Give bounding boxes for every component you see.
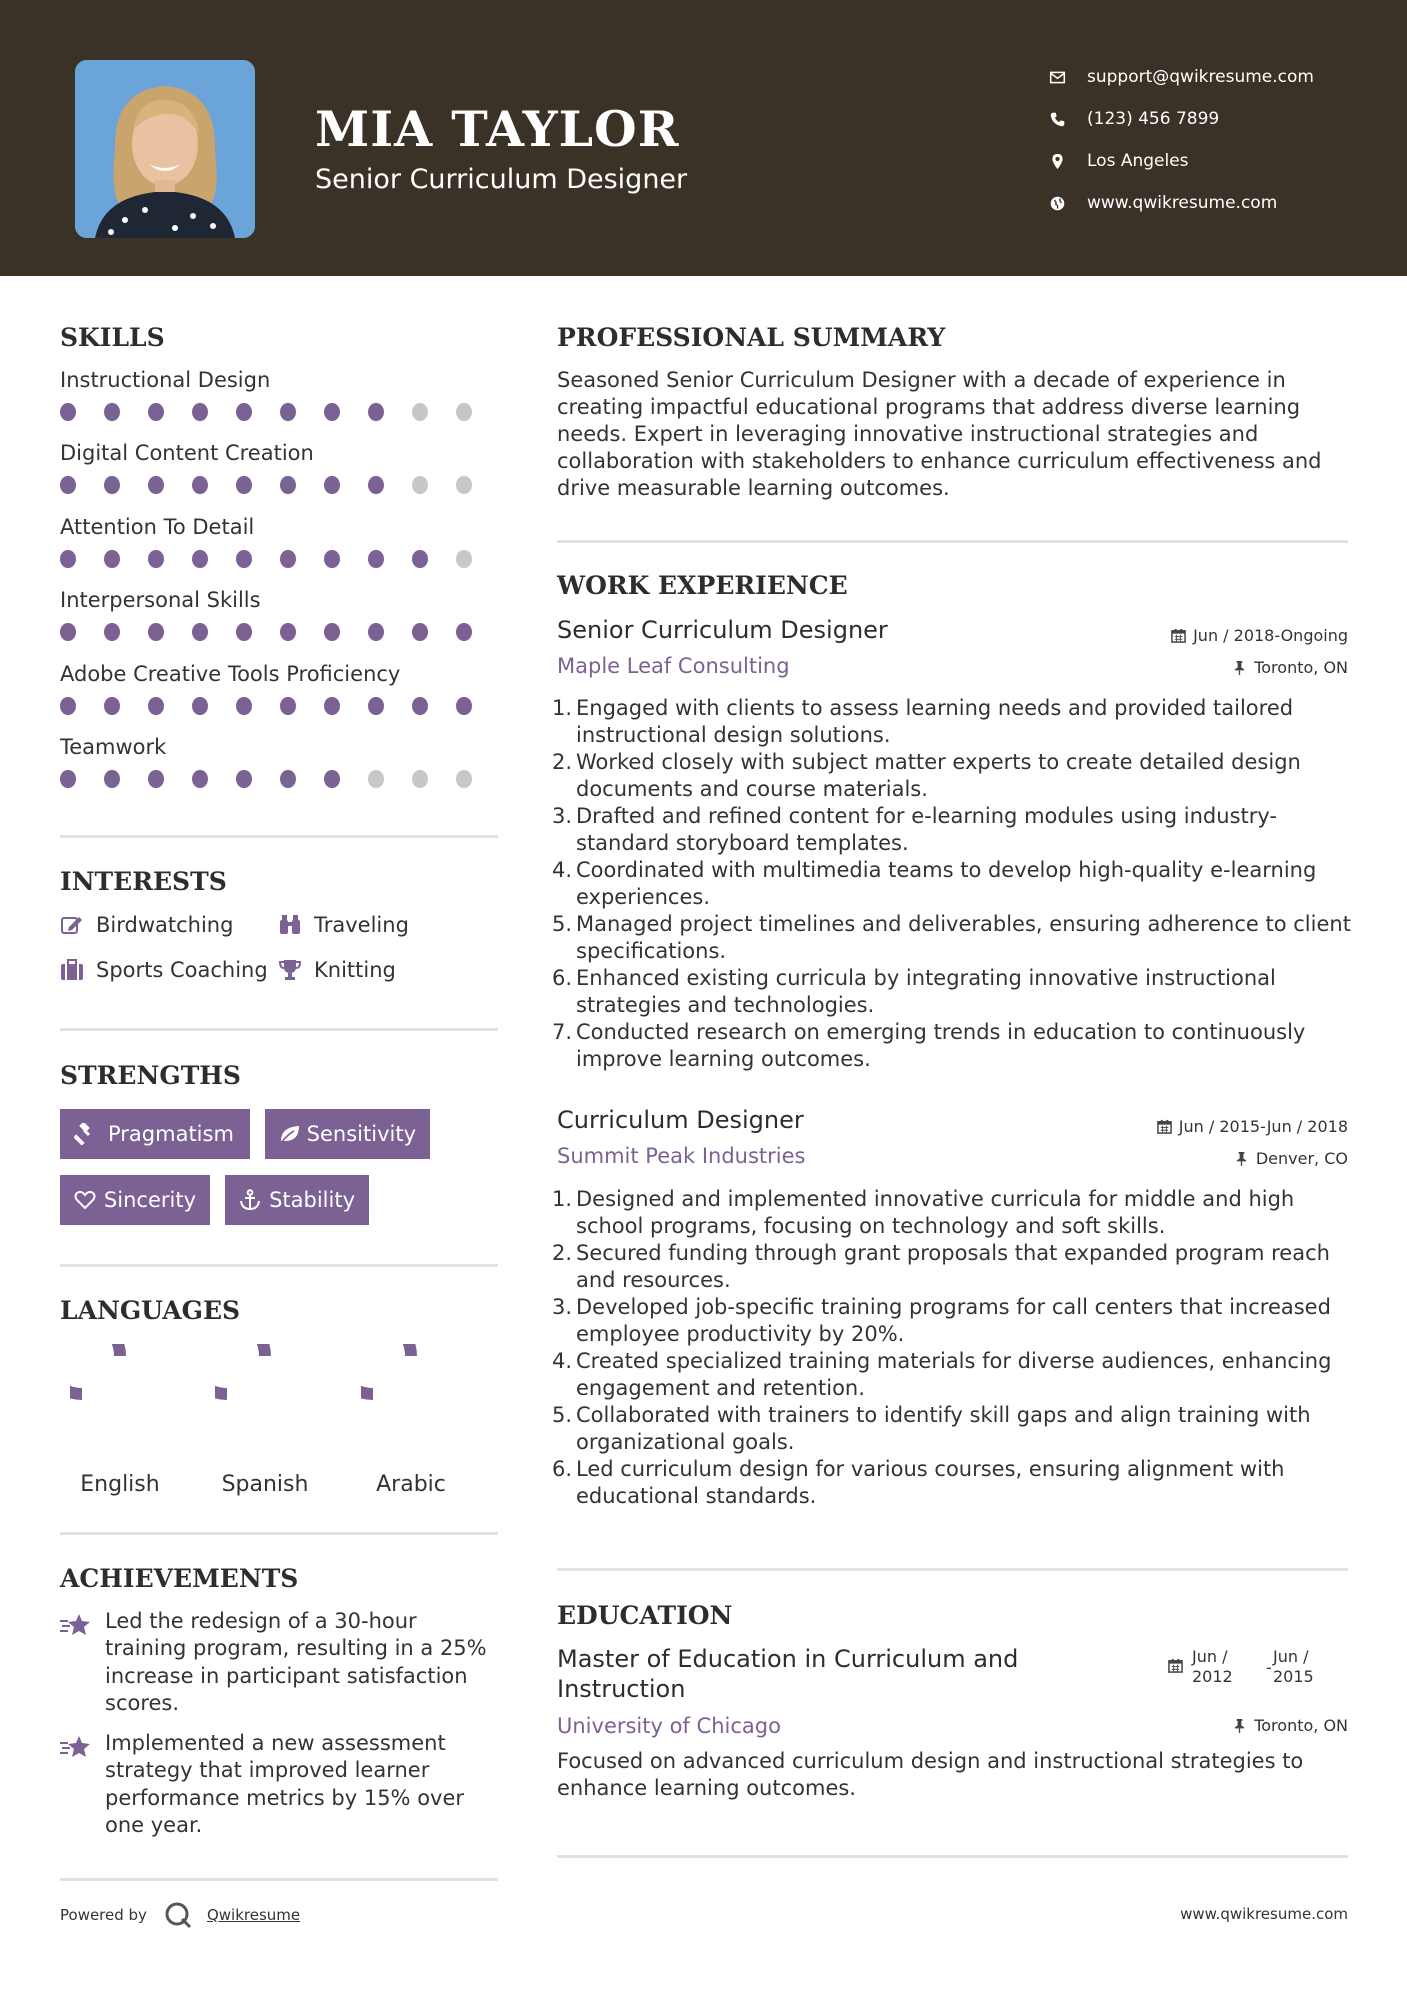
strength-chip [60,1109,250,1159]
section-divider [557,540,1348,543]
rating-dot-filled [60,623,76,641]
star-badge-icon [60,1730,105,1839]
interest-label: Sports Coaching [96,958,268,982]
school-name: University of Chicago [557,1714,781,1738]
job-location-text: Toronto, ON [1254,658,1348,677]
rating-dot-filled [104,770,120,788]
achievement-item [60,1730,500,1839]
language-item [195,1344,335,1497]
summary-title: PROFESSIONAL SUMMARY [557,323,946,352]
rating-dot-filled [324,697,340,715]
skill-rating [60,694,500,718]
job-bullet: Enhanced existing curricula by integrating innovative instructional strategies and technologies. [576,966,1276,1017]
interest-label: Traveling [314,913,409,937]
job-location [1234,1149,1348,1168]
edu-start-year: 2012 [1192,1667,1233,1686]
skill-item [60,586,500,644]
qwikresume-logo-icon [163,1900,193,1930]
rating-dot-filled [368,697,384,715]
envelope-icon [1049,67,1087,87]
strength-label: Sincerity [103,1188,196,1212]
rating-dot-filled [104,550,120,568]
rating-dot-filled [324,403,340,421]
footer-url[interactable]: www.qwikresume.com [1180,1905,1348,1923]
strength-label: Stability [269,1188,355,1212]
rating-dot-filled [192,697,208,715]
candidate-role: Senior Curriculum Designer [315,164,688,195]
job-bullet: Drafted and refined content for e-learning modules using industry-standard storyboard templates. [576,804,1278,855]
rating-dot-filled [368,476,384,494]
skill-name: Digital Content Creation [60,441,314,465]
skill-item [60,733,500,791]
section-divider [60,1532,498,1535]
job-dates-text: Jun / 2015-Jun / 2018 [1178,1117,1348,1136]
rating-dot-filled [456,623,472,641]
strength-chip [60,1175,210,1225]
rating-dot-filled [60,550,76,568]
qwikresume-link[interactable]: Qwikresume [206,1906,301,1924]
job-bullet: Conducted research on emerging trends in education to continuously improve learning outcomes. [576,1020,1306,1071]
location-pin-icon [1049,151,1087,171]
rating-dot-filled [148,550,164,568]
rating-dot-filled [236,623,252,641]
contact-list [1049,56,1389,224]
rating-dot-filled [324,550,340,568]
edu-end-month: Jun / [1273,1647,1309,1666]
skill-rating [60,400,500,424]
rating-dot-filled [148,770,164,788]
powered-by [60,1900,300,1930]
job-title: Senior Curriculum Designer [557,616,888,644]
skill-rating [60,767,500,791]
language-label: English [80,1472,160,1497]
section-divider [557,1568,1348,1571]
languages-title: LANGUAGES [60,1296,241,1325]
rating-dot-filled [60,770,76,788]
binoculars-icon [278,914,314,936]
section-divider [60,1264,498,1267]
pushpin-icon [1232,1718,1247,1733]
trophy-icon [278,959,314,981]
language-level-ring [361,1344,461,1444]
skill-name: Instructional Design [60,368,271,392]
rating-dot-filled [60,476,76,494]
skill-item [60,513,500,571]
interest-label: Knitting [314,958,396,982]
job-bullet: Developed job-specific training programs for call centers that increased employee productivity by 20%. [576,1295,1331,1346]
job-bullet: Collaborated with trainers to identify skill gaps and align training with organizational goals. [576,1403,1311,1454]
rating-dot-filled [368,550,384,568]
job-dates [1171,626,1348,645]
rating-dot-filled [236,403,252,421]
achievement-item [60,1608,500,1717]
language-item [50,1344,190,1497]
rating-dot-filled [148,403,164,421]
rating-dot-filled [148,623,164,641]
candidate-name: MIA TAYLOR [315,100,680,158]
rating-dot-filled [236,476,252,494]
profile-photo [75,60,255,238]
rating-dot-filled [412,623,428,641]
skill-rating [60,547,500,571]
language-label: Spanish [221,1472,309,1497]
language-item [341,1344,481,1497]
rating-dot-filled [368,623,384,641]
rating-dot-empty [412,770,428,788]
rating-dot-filled [412,697,428,715]
degree-title-line1: Master of Education in Curriculum and [557,1645,1019,1673]
contact-email[interactable] [1049,56,1389,98]
rating-dot-filled [104,476,120,494]
globe-icon [1049,193,1087,213]
rating-dot-empty [456,476,472,494]
company-name: Summit Peak Industries [557,1144,806,1168]
strength-chip [265,1109,430,1159]
contact-website[interactable] [1049,182,1389,224]
edu-end-year: 2015 [1273,1667,1314,1686]
rating-dot-filled [192,770,208,788]
leaf-icon [279,1123,307,1145]
skill-name: Attention To Detail [60,515,255,539]
edit-icon [60,914,96,936]
job-bullet: Led curriculum design for various courses, ensuring alignment with educational standards. [576,1457,1285,1508]
achievements-title: ACHIEVEMENTS [60,1564,299,1593]
heart-icon [74,1189,104,1211]
strength-chip [225,1175,369,1225]
interest-item [278,910,409,940]
skill-item [60,366,500,424]
job-bullet: Coordinated with multimedia teams to develop high-quality e-learning experiences. [576,858,1317,909]
pushpin-icon [1232,660,1247,675]
anchor-icon [239,1189,269,1211]
pushpin-icon [1234,1151,1249,1166]
rating-dot-filled [280,476,296,494]
star-badge-icon [60,1608,105,1717]
rating-dot-filled [280,770,296,788]
section-divider [60,1028,498,1031]
rating-dot-filled [148,476,164,494]
contact-email-text: support@qwikresume.com [1087,67,1314,87]
calendar-icon [1157,1119,1172,1134]
skill-name: Adobe Creative Tools Proficiency [60,662,401,686]
education-title: EDUCATION [557,1601,733,1630]
rating-dot-filled [280,403,296,421]
edu-end-date [1273,1647,1314,1687]
summary-text: Seasoned Senior Curriculum Designer with a decade of experience in creating impactful educational programs that address diverse learning needs. Expert in leveraging innovative instructional strategies and collaboration with stakeholders to enhance curriculum effectiveness and drive measurable learning outcomes. [557,368,1322,500]
language-level-arc [70,1344,120,1394]
job-bullet: Designed and implemented innovative curricula for middle and high school programs, focusing on technology and soft skills. [576,1187,1295,1238]
contact-location [1049,140,1389,182]
contact-phone-text: (123) 456 7899 [1087,109,1220,129]
rating-dot-filled [104,697,120,715]
skill-rating [60,620,500,644]
rating-dot-filled [104,403,120,421]
skills-title: SKILLS [60,323,165,352]
language-level-arc [215,1344,265,1394]
job-bullet: Worked closely with subject matter experts to create detailed design documents and course materials. [576,750,1301,801]
phone-icon [1049,109,1087,129]
powered-by-label: Powered by [60,1906,147,1924]
rating-dot-empty [456,403,472,421]
job-bullet: Created specialized training materials for diverse audiences, enhancing engagement and retention. [576,1349,1332,1400]
rating-dot-filled [192,550,208,568]
rating-dot-empty [456,550,472,568]
rating-dot-filled [148,697,164,715]
calendar-icon [1168,1658,1183,1673]
rating-dot-filled [324,476,340,494]
rating-dot-filled [192,403,208,421]
strengths-title: STRENGTHS [60,1061,241,1090]
job-title: Curriculum Designer [557,1106,804,1134]
rating-dot-filled [60,697,76,715]
rating-dot-filled [324,770,340,788]
rating-dot-filled [236,770,252,788]
rating-dot-filled [456,697,472,715]
skill-name: Teamwork [60,735,167,759]
achievement-text: Implemented a new assessment strategy that improved learner performance metrics by 15% over one year. [105,1731,465,1837]
calendar-icon [1171,628,1186,643]
rating-dot-filled [60,403,76,421]
job-bullets [557,695,1357,1073]
skill-name: Interpersonal Skills [60,588,261,612]
rating-dot-filled [192,623,208,641]
edu-date-dash: - [1266,1658,1272,1677]
degree-title-line2: Instruction [557,1675,686,1703]
edu-location [1232,1716,1348,1735]
language-level-ring [215,1344,315,1444]
edu-description: Focused on advanced curriculum design and instructional strategies to enhance learning outcomes. [557,1749,1304,1800]
rating-dot-filled [236,550,252,568]
section-divider [557,1855,1348,1858]
gavel-icon [74,1123,108,1145]
interest-item [278,955,396,985]
interest-label: Birdwatching [96,913,234,937]
skill-item [60,439,500,497]
achievement-text: Led the redesign of a 30-hour training program, resulting in a 25% increase in participant satisfaction scores. [105,1609,487,1715]
rating-dot-filled [104,623,120,641]
experience-title: WORK EXPERIENCE [557,571,848,600]
section-divider [60,835,498,838]
language-level-arc [361,1344,411,1394]
rating-dot-filled [236,697,252,715]
rating-dot-empty [412,476,428,494]
rating-dot-filled [368,403,384,421]
interest-item [60,955,268,985]
job-location-text: Denver, CO [1255,1149,1348,1168]
job-bullets [557,1186,1357,1510]
job-dates-text: Jun / 2018-Ongoing [1193,626,1348,645]
rating-dot-empty [412,403,428,421]
rating-dot-filled [324,623,340,641]
interest-item [60,910,233,940]
rating-dot-filled [280,623,296,641]
job-dates [1157,1117,1348,1136]
suitcase-icon [60,959,96,981]
contact-location-text: Los Angeles [1087,151,1189,171]
job-bullet: Engaged with clients to assess learning needs and provided tailored instructional design solutions. [576,696,1294,747]
job-bullet: Managed project timelines and deliverables, ensuring adherence to client specifications. [576,912,1351,963]
language-label: Arabic [376,1472,446,1497]
job-location [1232,658,1348,677]
rating-dot-filled [280,697,296,715]
rating-dot-filled [280,550,296,568]
edu-start-date [1192,1647,1233,1687]
edu-location-text: Toronto, ON [1254,1716,1348,1735]
company-name: Maple Leaf Consulting [557,654,790,678]
rating-dot-empty [456,770,472,788]
skill-rating [60,473,500,497]
rating-dot-empty [368,770,384,788]
interests-title: INTERESTS [60,867,227,896]
section-divider [60,1878,498,1881]
strength-label: Sensitivity [306,1122,416,1146]
contact-phone[interactable] [1049,98,1389,140]
contact-website-text: www.qwikresume.com [1087,193,1278,213]
job-bullet: Secured funding through grant proposals that expanded program reach and resources. [576,1241,1330,1292]
rating-dot-filled [412,550,428,568]
resume-header [0,0,1407,276]
language-level-ring [70,1344,170,1444]
skill-item [60,660,500,718]
edu-start-month: Jun / [1192,1647,1228,1666]
rating-dot-filled [192,476,208,494]
strength-label: Pragmatism [108,1122,234,1146]
